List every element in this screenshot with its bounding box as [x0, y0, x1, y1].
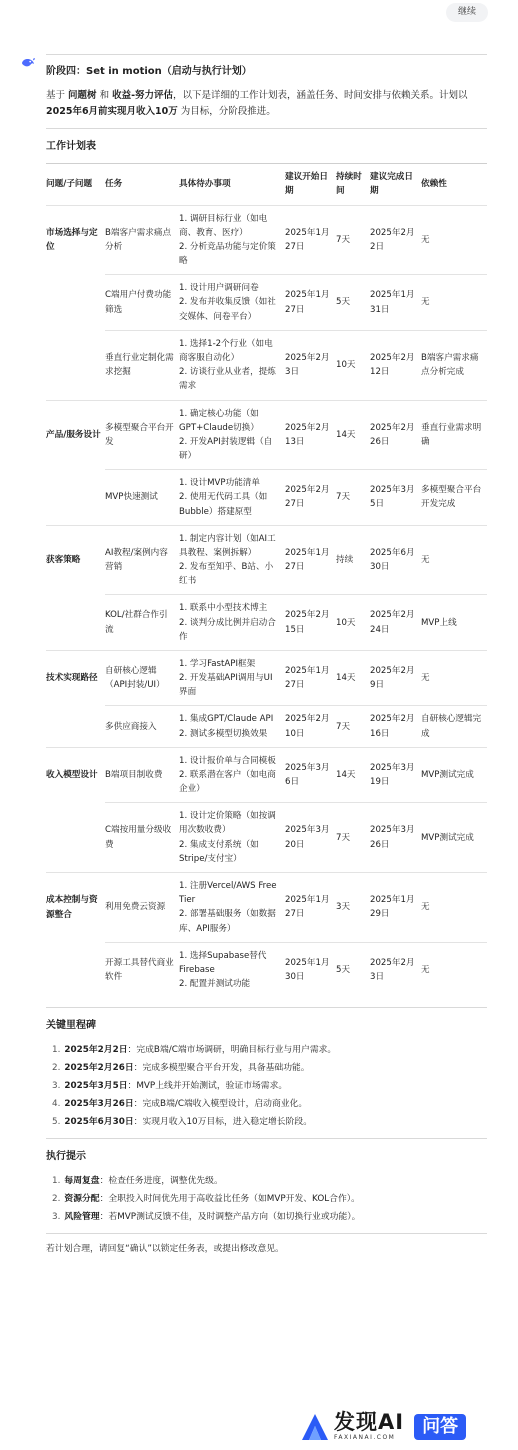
end-date-cell: 2025年2月3日	[370, 942, 421, 997]
watermark-domain: FAXIANAI.COM	[334, 1434, 396, 1442]
divider	[46, 1007, 487, 1008]
duration-cell: 5天	[336, 275, 370, 331]
steps-cell	[179, 747, 285, 803]
column-header: 问题/子问题	[46, 164, 105, 205]
end-date-cell: 2025年3月19日	[370, 747, 421, 803]
dependency-cell: 自研核心逻辑完成	[421, 706, 487, 747]
category-cell	[46, 803, 105, 873]
milestone-date: 2025年6月30日	[64, 1117, 134, 1128]
tip-label: 每周复盘	[64, 1175, 100, 1186]
dependency-cell: 无	[421, 942, 487, 997]
task-cell: 开源工具替代商业软件	[105, 942, 179, 997]
tip-text: ：若MVP测试反馈不佳，及时调整产品方向（如切换行业或功能）。	[99, 1212, 361, 1223]
duration-cell: 7天	[336, 470, 370, 526]
table-row	[46, 525, 487, 595]
steps-cell	[179, 275, 285, 331]
list-number: 5.	[52, 1117, 61, 1128]
tip-item	[46, 1192, 487, 1207]
list-number: 3.	[52, 1080, 61, 1091]
start-date-cell: 2025年2月3日	[285, 330, 336, 400]
steps-cell	[179, 942, 285, 997]
task-cell: 多供应商接入	[105, 706, 179, 747]
milestone-text: ：完成多模型聚合平台开发，具备基础功能。	[133, 1062, 310, 1073]
step-item: 2. 测试多模型切换效果	[179, 728, 268, 739]
task-cell: B端项目制收费	[105, 747, 179, 803]
column-header: 依赖性	[421, 164, 487, 205]
top-bar	[0, 0, 518, 34]
step-item: 1. 确定核心功能（如GPT+Claude切换）	[179, 408, 259, 433]
category-cell: 成本控制与资源整合	[46, 872, 105, 942]
step-item: 1. 设计报价单与合同模板	[179, 755, 276, 766]
list-number: 2.	[52, 1193, 61, 1204]
step-item: 2. 发布并收集反馈（如社交媒体、问卷平台）	[179, 297, 276, 322]
start-date-cell: 2025年3月6日	[285, 747, 336, 803]
table-row	[46, 595, 487, 651]
category-cell	[46, 706, 105, 747]
tip-item	[46, 1210, 487, 1225]
step-item: 2. 部署基础服务（如数据库、API服务）	[179, 909, 276, 934]
duration-cell: 持续	[336, 525, 370, 595]
end-date-cell: 2025年2月9日	[370, 650, 421, 706]
table-header-row	[46, 164, 487, 205]
task-cell: C端用户付费功能筛选	[105, 275, 179, 331]
step-item: 2. 谈判分成比例并启动合作	[179, 617, 276, 642]
start-date-cell: 2025年1月27日	[285, 650, 336, 706]
category-cell: 收入模型设计	[46, 747, 105, 803]
task-cell: C端按用量分级收费	[105, 803, 179, 873]
list-number: 1.	[52, 1044, 61, 1055]
tip-text: ：检查任务进度，调整优先级。	[99, 1175, 223, 1186]
table-row	[46, 330, 487, 400]
stage-intro: 基于 问题树 和 收益-努力评估，以下是详细的工作计划表，涵盖任务、时间安排与依赖关系。计划以 2025年6月前实现月收入10万 为目标，分阶段推进。	[46, 89, 468, 117]
duration-cell: 3天	[336, 872, 370, 942]
steps-cell	[179, 205, 285, 275]
duration-cell: 7天	[336, 205, 370, 275]
step-item: 1. 设计用户调研问卷	[179, 283, 259, 294]
category-cell: 获客策略	[46, 525, 105, 595]
table-row	[46, 400, 487, 470]
end-date-cell: 2025年3月5日	[370, 470, 421, 526]
start-date-cell: 2025年1月30日	[285, 942, 336, 997]
duration-cell: 10天	[336, 595, 370, 651]
dependency-cell: MVP测试完成	[421, 747, 487, 803]
end-date-cell: 2025年2月26日	[370, 400, 421, 470]
tips-list	[46, 1174, 487, 1225]
list-number: 2.	[52, 1062, 61, 1073]
dependency-cell: 无	[421, 872, 487, 942]
watermark-badge: 问答	[414, 1414, 466, 1441]
duration-cell: 5天	[336, 942, 370, 997]
milestone-text: ：实现月收入10万目标，进入稳定增长阶段。	[133, 1117, 312, 1128]
milestone-item	[46, 1079, 487, 1094]
task-cell: AI教程/案例内容营销	[105, 525, 179, 595]
duration-cell: 14天	[336, 747, 370, 803]
category-cell: 市场选择与定位	[46, 205, 105, 275]
task-cell: B端客户需求痛点分析	[105, 205, 179, 275]
steps-cell	[179, 595, 285, 651]
footer-note: 若计划合理，请回复“确认”以锁定任务表，或提出修改意见。	[46, 1244, 284, 1255]
milestone-text: ：完成B端/C端收入模型设计，启动商业化。	[133, 1099, 308, 1110]
start-date-cell: 2025年1月27日	[285, 205, 336, 275]
step-item: 2. 开发基础API调用与UI界面	[179, 673, 273, 698]
milestone-item	[46, 1043, 487, 1058]
start-date-cell: 2025年2月27日	[285, 470, 336, 526]
list-number: 1.	[52, 1175, 61, 1186]
milestone-item	[46, 1115, 487, 1130]
step-item: 2. 集成支付系统（如Stripe/支付宝）	[179, 839, 259, 864]
task-cell: 自研核心逻辑（API封装/UI）	[105, 650, 179, 706]
dependency-cell: 无	[421, 275, 487, 331]
list-number: 3.	[52, 1212, 61, 1223]
steps-cell	[179, 706, 285, 747]
end-date-cell: 2025年2月24日	[370, 595, 421, 651]
category-cell: 技术实现路径	[46, 650, 105, 706]
table-row	[46, 205, 487, 275]
duration-cell: 14天	[336, 650, 370, 706]
milestone-text: ：MVP上线并开始测试，验证市场需求。	[127, 1080, 288, 1091]
milestone-item	[46, 1061, 487, 1076]
table-row	[46, 706, 487, 747]
step-item: 1. 集成GPT/Claude API	[179, 714, 274, 725]
category-cell	[46, 330, 105, 400]
tip-label: 资源分配	[64, 1193, 100, 1204]
divider	[46, 1233, 487, 1234]
table-row	[46, 650, 487, 706]
continue-button[interactable]: 继续	[446, 3, 488, 22]
step-item: 1. 学习FastAPI框架	[179, 658, 256, 669]
column-header: 任务	[105, 164, 179, 205]
milestone-date: 2025年3月5日	[64, 1080, 128, 1091]
table-body	[46, 205, 487, 997]
table-row	[46, 275, 487, 331]
table-row	[46, 942, 487, 997]
steps-cell	[179, 803, 285, 873]
duration-cell: 14天	[336, 400, 370, 470]
assistant-whale-icon	[20, 55, 36, 71]
step-item: 1. 注册Vercel/AWS Free Tier	[179, 880, 277, 906]
faxianai-logo-icon	[300, 1412, 330, 1442]
end-date-cell: 2025年1月29日	[370, 872, 421, 942]
task-cell: 利用免费云资源	[105, 872, 179, 942]
dependency-cell: 无	[421, 650, 487, 706]
step-item: 2. 使用无代码工具（如Bubble）搭建原型	[179, 492, 268, 517]
steps-cell	[179, 470, 285, 526]
steps-cell	[179, 400, 285, 470]
end-date-cell: 2025年2月16日	[370, 706, 421, 747]
step-item: 2. 联系潜在客户（如电商企业）	[179, 769, 276, 795]
duration-cell: 10天	[336, 330, 370, 400]
column-header: 建议完成日期	[370, 164, 421, 205]
step-item: 2. 分析竞品功能与定价策略	[179, 241, 276, 267]
end-date-cell: 2025年6月30日	[370, 525, 421, 595]
step-item: 2. 配置并测试功能	[179, 979, 251, 990]
tip-item	[46, 1174, 487, 1189]
tips-title: 执行提示	[46, 1151, 86, 1163]
start-date-cell: 2025年1月27日	[285, 525, 336, 595]
task-cell: KOL/社群合作引流	[105, 595, 179, 651]
step-item: 2. 发布至知乎、B站、小红书	[179, 562, 274, 587]
step-item: 2. 访谈行业从业者，提炼需求	[179, 367, 276, 392]
dependency-cell: 垂直行业需求明确	[421, 400, 487, 470]
tip-label: 风险管理	[64, 1212, 100, 1223]
column-header: 持续时间	[336, 164, 370, 205]
table-row	[46, 470, 487, 526]
steps-cell	[179, 650, 285, 706]
step-item: 2. 开发API封装逻辑（自研）	[179, 436, 273, 462]
start-date-cell: 2025年1月27日	[285, 275, 336, 331]
start-date-cell: 2025年1月27日	[285, 872, 336, 942]
milestone-date: 2025年2月2日	[64, 1044, 128, 1055]
start-date-cell: 2025年2月15日	[285, 595, 336, 651]
column-header: 建议开始日期	[285, 164, 336, 205]
table-row	[46, 803, 487, 873]
duration-cell: 7天	[336, 706, 370, 747]
dependency-cell: MVP测试完成	[421, 803, 487, 873]
dependency-cell: 多模型聚合平台开发完成	[421, 470, 487, 526]
dependency-cell: 无	[421, 525, 487, 595]
plan-title: 工作计划表	[46, 140, 96, 152]
milestone-date: 2025年2月26日	[64, 1062, 134, 1073]
start-date-cell: 2025年2月10日	[285, 706, 336, 747]
step-item: 1. 制定内容计划（如AI工具教程、案例拆解）	[179, 533, 276, 558]
divider	[46, 54, 487, 55]
steps-cell	[179, 872, 285, 942]
step-item: 1. 调研目标行业（如电商、教育、医疗）	[179, 213, 268, 238]
step-item: 1. 选择Supabase替代Firebase	[179, 950, 267, 975]
end-date-cell: 2025年2月12日	[370, 330, 421, 400]
step-item: 1. 设计定价策略（如按调用次数收费）	[179, 811, 276, 836]
step-item: 1. 联系中小型技术博主	[179, 603, 268, 614]
table-row	[46, 747, 487, 803]
start-date-cell: 2025年2月13日	[285, 400, 336, 470]
list-number: 4.	[52, 1099, 61, 1110]
milestones-list	[46, 1043, 487, 1131]
duration-cell: 7天	[336, 803, 370, 873]
milestone-item	[46, 1097, 487, 1112]
step-item: 1. 选择1-2个行业（如电商客服自动化）	[179, 338, 273, 363]
steps-cell	[179, 525, 285, 595]
milestone-text: ：完成B端/C端市场调研，明确目标行业与用户需求。	[127, 1044, 337, 1055]
steps-cell	[179, 330, 285, 400]
start-date-cell: 2025年3月20日	[285, 803, 336, 873]
watermark	[300, 1404, 518, 1450]
category-cell	[46, 942, 105, 997]
divider	[46, 1138, 487, 1139]
step-item: 1. 设计MVP功能清单	[179, 478, 260, 489]
task-cell: MVP快速测试	[105, 470, 179, 526]
end-date-cell: 2025年2月2日	[370, 205, 421, 275]
tip-text: ：全职投入时间优先用于高收益比任务（如MVP开发、KOL合作）。	[99, 1193, 360, 1204]
milestones-title: 关键里程碑	[46, 1020, 96, 1032]
assistant-message	[46, 54, 487, 1257]
milestone-date: 2025年3月26日	[64, 1099, 134, 1110]
stage-title: 阶段四：Set in motion（启动与执行计划）	[46, 66, 252, 77]
divider	[46, 128, 487, 129]
category-cell	[46, 275, 105, 331]
end-date-cell: 2025年1月31日	[370, 275, 421, 331]
work-plan-table	[46, 163, 487, 997]
category-cell: 产品/服务设计	[46, 400, 105, 470]
category-cell	[46, 470, 105, 526]
watermark-brand: 发现AI	[334, 1410, 405, 1435]
dependency-cell: 无	[421, 205, 487, 275]
dependency-cell: B端客户需求痛点分析完成	[421, 330, 487, 400]
table-row	[46, 872, 487, 942]
end-date-cell: 2025年3月26日	[370, 803, 421, 873]
task-cell: 垂直行业定制化需求挖掘	[105, 330, 179, 400]
dependency-cell: MVP上线	[421, 595, 487, 651]
column-header: 具体待办事项	[179, 164, 285, 205]
task-cell: 多模型聚合平台开发	[105, 400, 179, 470]
category-cell	[46, 595, 105, 651]
